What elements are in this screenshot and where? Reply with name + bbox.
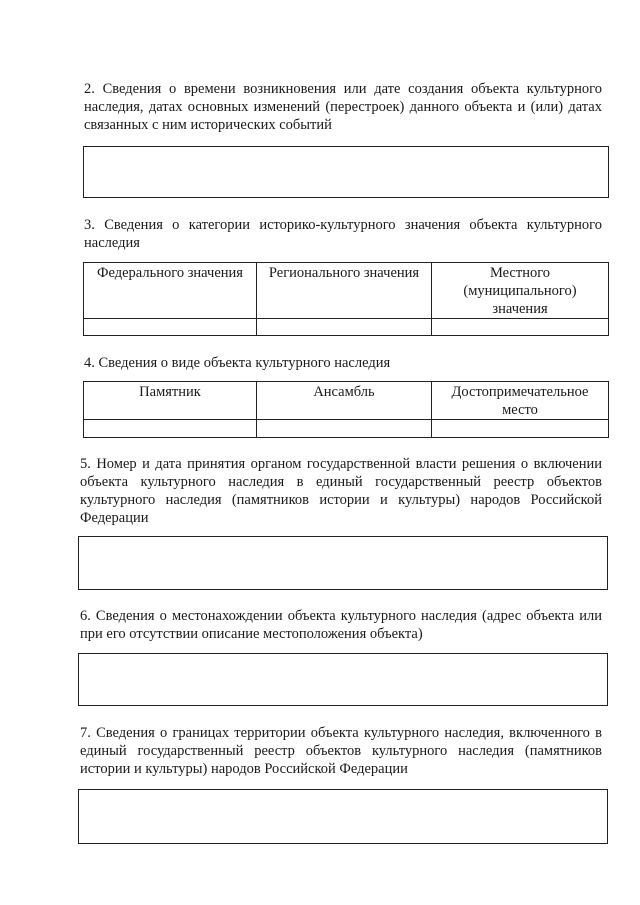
type-landmark-cell[interactable] <box>432 420 609 438</box>
section-3-category-table <box>83 262 609 336</box>
category-regional-header: Регионального значения <box>257 263 432 319</box>
section-6-input-box[interactable] <box>78 653 608 706</box>
type-landmark-header: Достопримечательное место <box>432 382 609 420</box>
section-4-heading: 4. Сведения о виде объекта культурного наследия <box>84 355 391 371</box>
category-local-cell[interactable] <box>432 319 609 336</box>
section-2-heading: 2. Сведения о времени возникновения или дате создания объекта культурного наследия, датах основных изменений (перестроек) данного объекта и (или) датах связанных с ним исторических событий <box>84 81 602 133</box>
section-5-input-box[interactable] <box>78 536 608 590</box>
category-regional-cell[interactable] <box>257 319 432 336</box>
section-6-heading: 6. Сведения о местонахождении объекта культурного наследия (адрес объекта или при его отсутствии описание местоположения объекта) <box>80 608 602 642</box>
section-3-heading: 3. Сведения о категории историко-культурного значения объекта культурного наследия <box>84 217 602 251</box>
category-federal-cell[interactable] <box>84 319 257 336</box>
section-2-input-box[interactable] <box>83 146 609 198</box>
section-5-heading: 5. Номер и дата принятия органом государственной власти решения о включении объекта культурного наследия в единый государственный реестр объектов культурного наследия (памятников истории и культуры) народов Российской Федерации <box>80 456 602 526</box>
section-7-input-box[interactable] <box>78 789 608 844</box>
section-7-heading: 7. Сведения о границах территории объекта культурного наследия, включенного в единый государственный реестр объектов культурного наследия (памятников истории и культуры) народов Российской Федерации <box>80 725 602 777</box>
type-ensemble-cell[interactable] <box>257 420 432 438</box>
type-ensemble-header: Ансамбль <box>257 382 432 420</box>
category-local-header: Местного (муниципального) значения <box>432 263 609 319</box>
type-monument-header: Памятник <box>84 382 257 420</box>
category-federal-header: Федерального значения <box>84 263 257 319</box>
section-4-type-table <box>83 381 609 438</box>
type-monument-cell[interactable] <box>84 420 257 438</box>
